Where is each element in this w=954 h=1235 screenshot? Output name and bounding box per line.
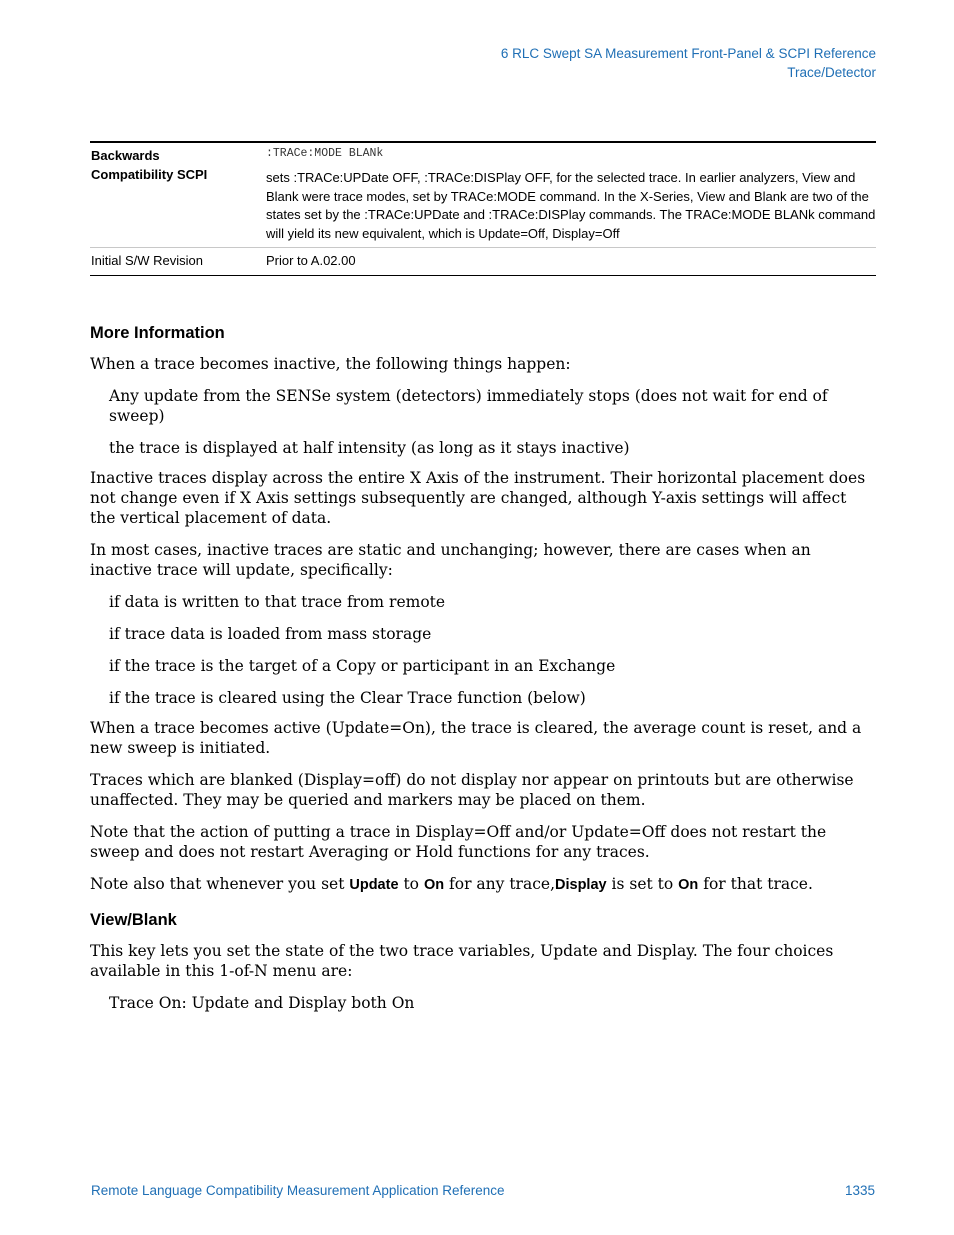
paragraph: When a trace becomes active (Update=On), the trace is cleared, the average count is reset, and a new sweep is initiated.	[90, 719, 862, 757]
list-item: if the trace is the target of a Copy or participant in an Exchange	[109, 657, 616, 675]
list-item: if data is written to that trace from remote	[109, 593, 446, 611]
paragraph: Inactive traces display across the entire X Axis of the instrument. Their horizontal placement does not change even if X Axis settings subsequently are changed, although Y-axis settings will affect the vertical placement of data.	[90, 469, 866, 527]
note-text: Note also that whenever you set	[90, 875, 350, 893]
row-label: Initial S/W Revision	[90, 248, 265, 276]
list-item: if trace data is loaded from mass storage	[109, 625, 432, 643]
command-reference-table	[90, 141, 876, 276]
paragraph: In most cases, inactive traces are static and unchanging; however, there are cases when an inactive trace will update, specifically:	[90, 541, 811, 579]
table-row	[90, 142, 876, 248]
backwards-compat-label: Backwards Compatibility SCPI	[91, 148, 208, 182]
row-label	[90, 142, 265, 248]
page-number: 1335	[844, 1183, 875, 1198]
note-text: for any trace,	[444, 875, 555, 893]
chapter-title: 6 RLC Swept SA Measurement Front-Panel & SCPI Reference	[500, 46, 876, 61]
row-value	[265, 142, 876, 248]
footer-title: Remote Language Compatibility Measurement Application Reference	[91, 1183, 505, 1198]
main-content	[90, 322, 876, 1025]
paragraph: Note that the action of putting a trace in Display=Off and/or Update=Off does not restart the sweep and does not restart Averaging or Hold functions for any traces.	[90, 823, 827, 861]
list-item: Trace On: Update and Display both On	[109, 994, 415, 1012]
row-value: Prior to A.02.00	[265, 248, 876, 276]
display-keyword: Display	[555, 877, 607, 893]
list-item: the trace is displayed at half intensity (as long as it stays inactive)	[109, 439, 630, 457]
table-row	[90, 248, 876, 276]
on-keyword: On	[423, 877, 445, 893]
update-keyword: Update	[349, 877, 399, 893]
list-item: if the trace is cleared using the Clear Trace function (below)	[109, 689, 586, 707]
command-description: sets :TRACe:UPDate OFF, :TRACe:DISPlay OFF, for the selected trace. In earlier analyzers, View and Blank were trace modes, set by TRACe:MODE command. In the X-Series, View and Blank are two of the states set by the :TRACe:UPDate and :TRACe:DISPlay commands. The TRACe:MODE BLANk command will yield its new equivalent, which is Update=Off, Display=Off	[266, 170, 876, 241]
more-information-heading: More Information	[90, 324, 225, 342]
list-item: Any update from the SENSe system (detectors) immediately stops (does not wait for end of sweep)	[109, 387, 828, 425]
view-blank-heading: View/Blank	[90, 911, 177, 929]
note-paragraph	[90, 874, 876, 895]
paragraph: When a trace becomes inactive, the following things happen:	[90, 355, 571, 373]
note-text: to	[398, 875, 424, 893]
on-keyword: On	[678, 877, 699, 893]
paragraph: This key lets you set the state of the two trace variables, Update and Display. The four choices available in this 1-of-N menu are:	[90, 942, 834, 980]
note-text: is set to	[606, 875, 679, 893]
note-text: for that trace.	[698, 875, 813, 893]
section-title: Trace/Detector	[787, 65, 876, 80]
paragraph: Traces which are blanked (Display=off) do not display nor appear on printouts but are otherwise unaffected. They may be queried and markers may be placed on them.	[90, 771, 854, 809]
scpi-command: :TRACe:MODE BLANk	[266, 147, 384, 160]
running-header	[501, 44, 876, 82]
